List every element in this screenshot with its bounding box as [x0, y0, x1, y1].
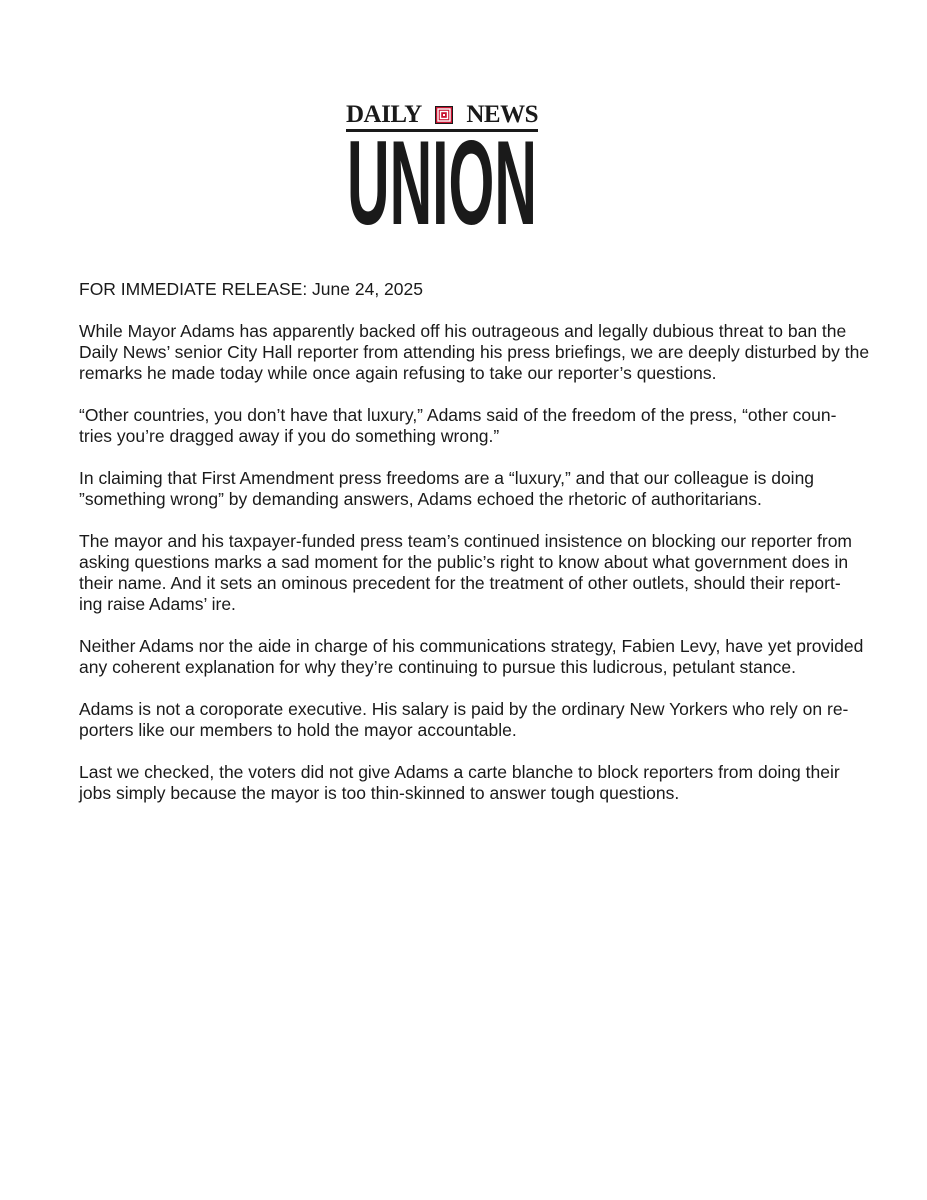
paragraph-list: [79, 321, 869, 804]
paragraph-line: porters like our members to hold the mayor accountable.: [79, 720, 517, 740]
paragraph-line: asking questions marks a sad moment for the public’s right to know about what government does in: [79, 552, 849, 572]
paragraph-line: jobs simply because the mayor is too thin-skinned to answer tough questions.: [79, 783, 680, 803]
paragraph-line: remarks he made today while once again refusing to take our reporter’s questions.: [79, 363, 717, 383]
paragraph-line: Daily News’ senior City Hall reporter from attending his press briefings, we are deeply disturbed by the: [79, 342, 870, 362]
paragraph: [79, 699, 869, 741]
paragraph-line: any coherent explanation for why they’re continuing to pursue this ludicrous, petulant stance.: [79, 657, 796, 677]
logo-word-daily: DAILY: [346, 101, 422, 128]
paragraph-line: their name. And it sets an ominous precedent for the treatment of other outlets, should their report-: [79, 573, 841, 593]
paragraph-line: “Other countries, you don’t have that luxury,” Adams said of the freedom of the press, “other coun-: [79, 405, 837, 425]
paragraph-line: While Mayor Adams has apparently backed off his outrageous and legally dubious threat to ban the: [79, 321, 847, 341]
paragraph-line: Last we checked, the voters did not give Adams a carte blanche to block reporters from doing their: [79, 762, 840, 782]
paragraph: [79, 405, 869, 447]
paragraph-line: tries you’re dragged away if you do something wrong.”: [79, 426, 500, 446]
release-date-line: FOR IMMEDIATE RELEASE: June 24, 2025: [79, 279, 423, 299]
paragraph: [79, 321, 869, 384]
camera-icon: [435, 106, 453, 124]
logo-word-news: NEWS: [466, 101, 538, 128]
paragraph: [79, 762, 869, 804]
logo-union-text: UNION: [347, 134, 537, 227]
paragraph-line: ing raise Adams’ ire.: [79, 594, 236, 614]
paragraph: [79, 531, 869, 615]
paragraph-line: The mayor and his taxpayer-funded press team’s continued insistence on blocking our reporter from: [79, 531, 852, 551]
paragraph-line: Neither Adams nor the aide in charge of his communications strategy, Fabien Levy, have yet provided: [79, 636, 864, 656]
logo-rule: [346, 129, 538, 132]
logo-masthead: [346, 102, 538, 128]
paragraph: [79, 468, 869, 510]
logo-union-wordmark: [346, 134, 538, 227]
press-release-body: [79, 279, 869, 825]
paragraph-line: Adams is not a coroporate executive. His salary is paid by the ordinary New Yorkers who rely on re-: [79, 699, 849, 719]
paragraph-line: ”something wrong” by demanding answers, Adams echoed the rhetoric of authoritarians.: [79, 489, 762, 509]
paragraph-line: In claiming that First Amendment press freedoms are a “luxury,” and that our colleague is doing: [79, 468, 815, 488]
daily-news-union-logo: [346, 102, 538, 227]
paragraph: [79, 636, 869, 678]
